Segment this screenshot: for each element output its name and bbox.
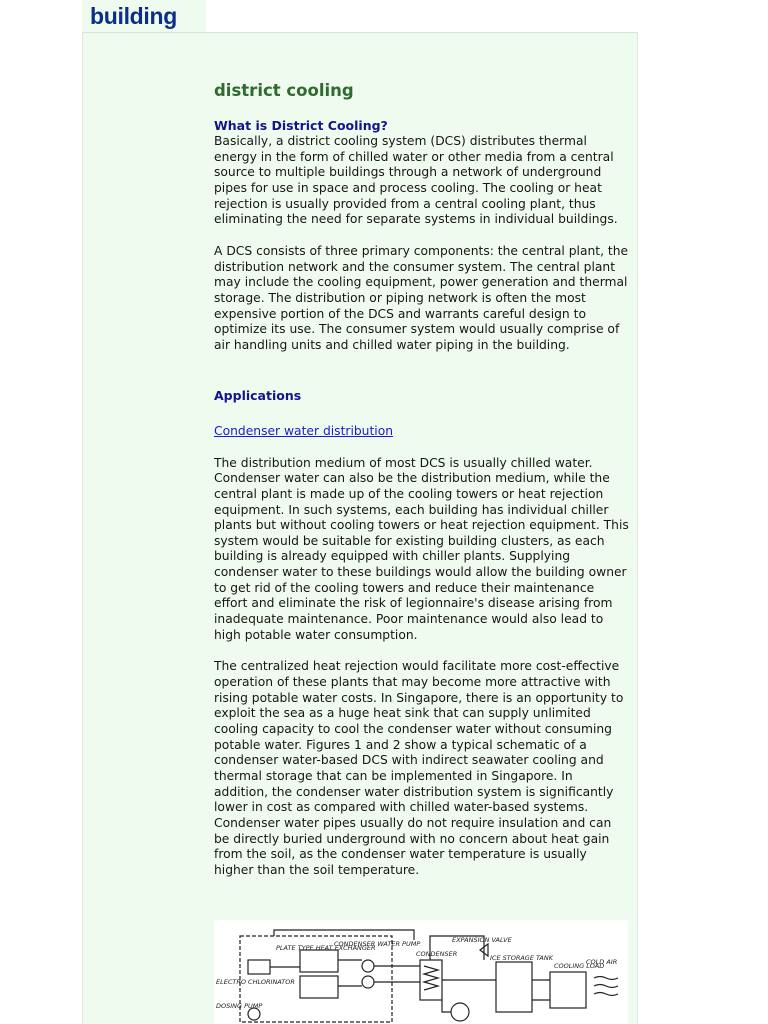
article [214, 80, 630, 895]
pump-circle-2 [362, 976, 374, 988]
label-dosing-pump: DOSING PUMP [216, 1002, 263, 1010]
paragraph-centralized-heat-rejection: The centralized heat rejection would facilitate more cost-effective operation of these plants that may become more attractive with rising potable water costs. In Singapore, there is an opportunity to exploit the sea as a huge heat sink that can supply unlimited cooling capacity to cool the condenser water without consuming potable water. Figures 1 and 2 show a typical schematic of a condenser water-based DCS with indirect seawater cooling and thermal storage that can be implemented in Singapore. In addition, the condenser water distribution system is significantly lower in cost as compared with chilled water-based systems. Condenser water pipes usually do not require insulation and can be directly buried underground with no concern about heat gain from the soil, as the condenser water temperature is usually higher than the soil temperature. [214, 659, 624, 877]
section-heading-what-is-district-cooling: What is District Cooling? [214, 118, 388, 133]
label-ice-storage-tank: ICE STORAGE TANK [490, 954, 553, 962]
paragraph-dcs-definition: Basically, a district cooling system (DCS) distributes thermal energy in the form of chilled water or other media from a central source to multiple buildings through a network of underground pipes for use in space and process cooling. The cooling or heat rejection is usually provided from a central cooling plant, thus eliminating the need for separate systems in individual buildings. [214, 134, 618, 227]
label-condenser-water-pump: CONDENSER WATER PUMP [334, 940, 421, 948]
cooling-load-box [550, 972, 586, 1008]
pump-circle-1 [362, 960, 374, 972]
paragraph-dcs-components: A DCS consists of three primary components: the central plant, the distribution network and the consumer system. The central plant may include the cooling equipment, power generation and thermal storage. The distribution or piping network is often the most expensive portion of the DCS and warrants careful design to optimize its use. The consumer system would usually comprise of air handling units and chilled water piping in the building. [214, 243, 629, 352]
pipes-5 [442, 1000, 451, 1012]
label-cooling-load: COOLING LOAD [554, 962, 605, 970]
schematic-figure [214, 920, 628, 1024]
paragraph-condenser-water-medium: The distribution medium of most DCS is usually chilled water. Condenser water can also be the distribution medium, while the central plant is made up of the cooling towers or heat rejection equipment. In such systems, each building has individual chiller plants but without cooling towers or heat rejection equipment. This system would be suitable for existing building clusters, as each building is already equipped with chiller plants. Supplying condenser water to these buildings would allow the building owner to get rid of the cooling towers and reduce their maintenance effort and eliminate the risk of legionnaire's disease arising from inadequate maintenance. Poor maintenance would also lead to high potable water consumption. [214, 455, 629, 642]
heat-exchanger-box [300, 950, 338, 972]
label-condenser: CONDENSER [416, 950, 458, 958]
page-title: district cooling [214, 81, 354, 100]
label-cold-air: COLD AIR [586, 958, 618, 966]
label-plate-type-heat-exchanger: PLATE TYPE HEAT EXCHANGER [276, 944, 376, 952]
chlorinator-box [248, 960, 270, 974]
condenser-water-distribution-link[interactable]: Condenser water distribution [214, 423, 394, 438]
label-expansion-valve: EXPANSION VALVE [452, 936, 512, 944]
schematic-diagram [214, 920, 628, 1024]
site-logo[interactable]: building [90, 3, 178, 29]
cold-air-waves [594, 977, 618, 996]
label-electro-chlorinator: ELECTRO CHLORINATOR [216, 978, 295, 986]
heat-exchanger-box-2 [300, 976, 338, 998]
condenser-coil [424, 966, 438, 990]
compressor-circle [451, 1003, 469, 1021]
section-heading-applications: Applications [214, 387, 302, 403]
ice-storage-tank-box [496, 962, 532, 1012]
pipes-2 [274, 930, 414, 940]
